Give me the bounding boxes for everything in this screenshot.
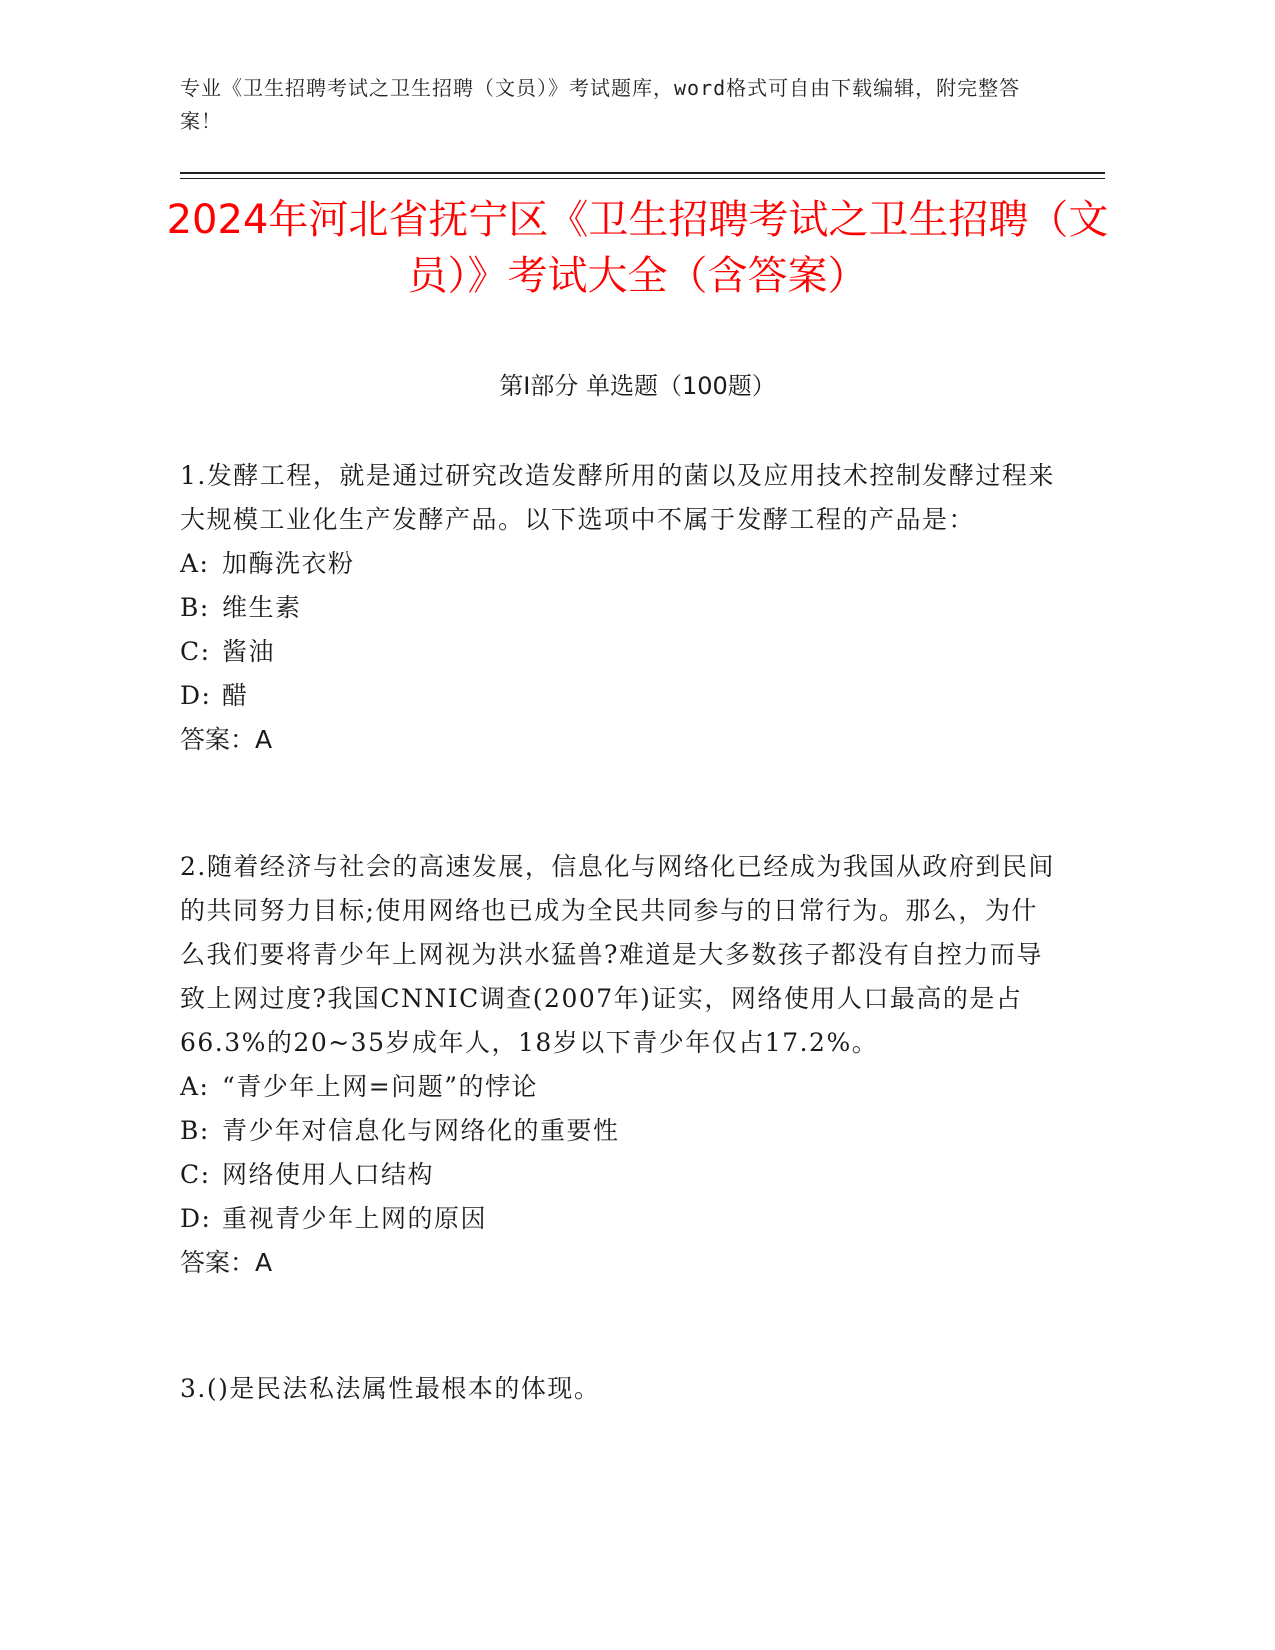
question-3 bbox=[180, 1367, 1060, 1411]
question-stem: 2.随着经济与社会的高速发展，信息化与网络化已经成为我国从政府到民间的共同努力目标;使用网络也已成为全民共同参与的日常行为。那么，为什么我们要将青少年上网视为洪水猛兽?难道是大多数孩子都没有自控力而导致上网过度?我国CNNIC调查(2007年)证实，网络使用人口最高的是占66.3%的20~35岁成年人，18岁以下青少年仅占17.2%。 bbox=[180, 852, 1055, 1057]
answer: 答案：A bbox=[180, 1248, 273, 1277]
header-divider-thin bbox=[180, 178, 1105, 179]
header-divider-thick bbox=[180, 172, 1105, 174]
header-note: 专业《卫生招聘考试之卫生招聘（文员）》考试题库，word格式可自由下载编辑，附完整答案！ bbox=[180, 76, 1021, 133]
option-a: A: “青少年上网=问题”的悖论 bbox=[180, 1072, 539, 1101]
answer: 答案：A bbox=[180, 725, 273, 754]
option-d: D: 醋 bbox=[180, 681, 249, 710]
option-b: B: 青少年对信息化与网络化的重要性 bbox=[180, 1116, 620, 1145]
option-b: B: 维生素 bbox=[180, 593, 302, 622]
question-stem: 3.()是民法私法属性最根本的体现。 bbox=[180, 1374, 601, 1403]
option-d: D: 重视青少年上网的原因 bbox=[180, 1204, 488, 1233]
document-title: 2024年河北省抚宁区《卫生招聘考试之卫生招聘（文员）》考试大全（含答案） bbox=[166, 197, 1109, 299]
question-1 bbox=[180, 454, 1060, 762]
section-heading: 第Ⅰ部分 单选题（100题） bbox=[499, 372, 776, 400]
question-stem: 1.发酵工程，就是通过研究改造发酵所用的菌以及应用技术控制发酵过程来大规模工业化生产发酵产品。以下选项中不属于发酵工程的产品是： bbox=[180, 461, 1055, 534]
option-c: C: 酱油 bbox=[180, 637, 276, 666]
option-a: A: 加酶洗衣粉 bbox=[180, 549, 355, 578]
question-2 bbox=[180, 845, 1060, 1285]
option-c: C: 网络使用人口结构 bbox=[180, 1160, 435, 1189]
